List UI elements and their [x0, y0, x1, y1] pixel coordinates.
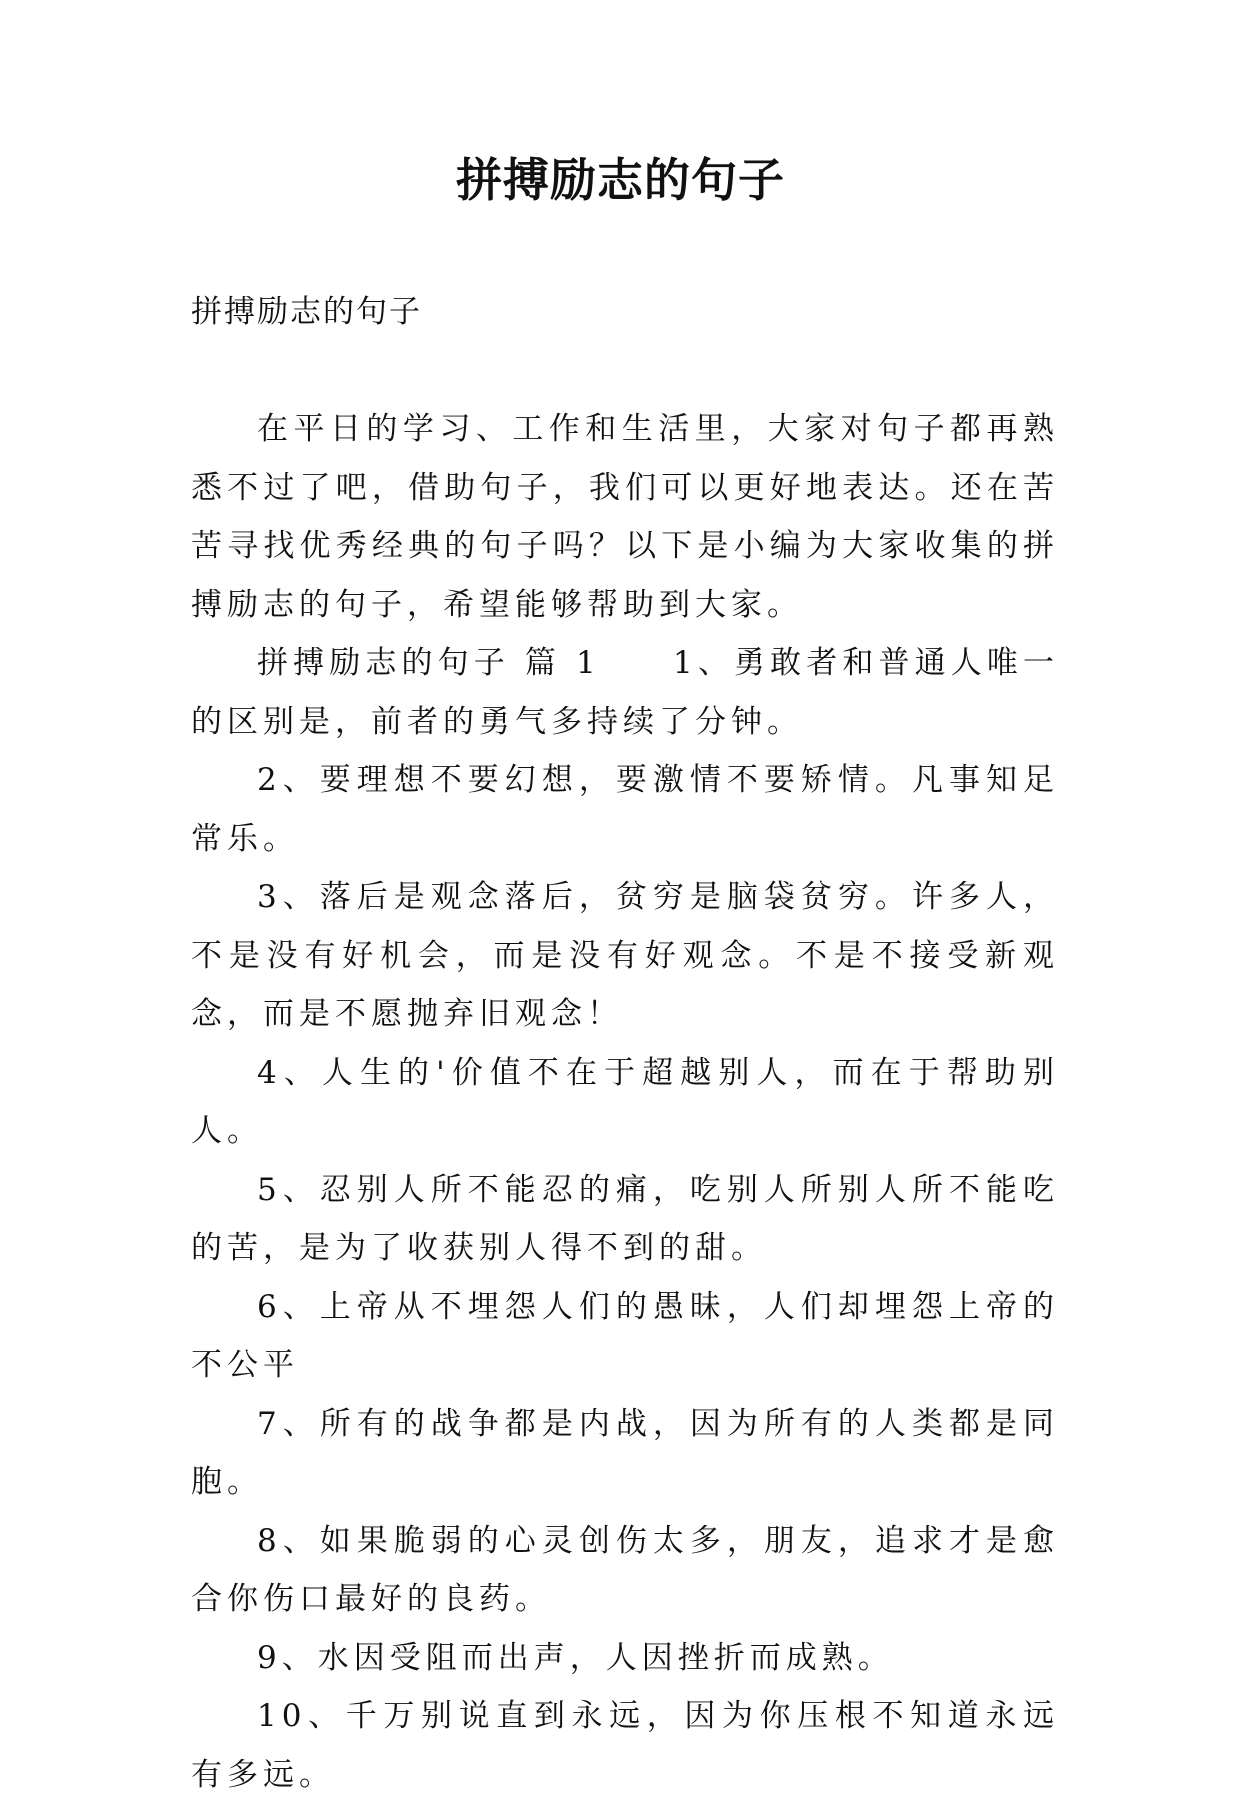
paragraph-quote-2: 2、要理想不要幻想，要激情不要矫情。凡事知足常乐。: [191, 762, 1059, 857]
document-subtitle: 拼搏励志的句子: [191, 294, 422, 330]
paragraph-quote-7: 7、所有的战争都是内战，因为所有的人类都是同胞。: [191, 1405, 1059, 1500]
paragraph-quote-8: 8、如果脆弱的心灵创伤太多，朋友，追求才是愈合你伤口最好的良药。: [191, 1522, 1059, 1617]
paragraph-section-1: 拼搏励志的句子 篇 1 1、勇敢者和普通人唯一的区别是，前者的勇气多持续了分钟。: [191, 645, 1059, 740]
paragraph-intro: 在平日的学习、工作和生活里，大家对句子都再熟悉不过了吧，借助句子，我们可以更好地表达。还在苦苦寻找优秀经典的句子吗？以下是小编为大家收集的拼搏励志的句子，希望能够帮助到大家。: [191, 411, 1059, 623]
paragraph-quote-10: 10、千万别说直到永远，因为你压根不知道永远有多远。: [191, 1698, 1059, 1793]
paragraph-quote-3: 3、落后是观念落后，贫穷是脑袋贫穷。许多人，不是没有好机会，而是没有好观念。不是不接受新观念，而是不愿抛弃旧观念！: [191, 879, 1059, 1032]
document-title: 拼搏励志的句子: [456, 153, 785, 207]
paragraph-quote-5: 5、忍别人所不能忍的痛，吃别人所别人所不能吃的苦，是为了收获别人得不到的甜。: [191, 1171, 1059, 1266]
paragraph-quote-6: 6、上帝从不埋怨人们的愚昧，人们却埋怨上帝的不公平: [191, 1288, 1059, 1383]
paragraph-quote-9: 9、水因受阻而出声，人因挫折而成熟。: [257, 1639, 894, 1676]
document-body: [191, 400, 1059, 1804]
paragraph-quote-4: 4、人生的'价值不在于超越别人，而在于帮助别人。: [191, 1054, 1059, 1149]
